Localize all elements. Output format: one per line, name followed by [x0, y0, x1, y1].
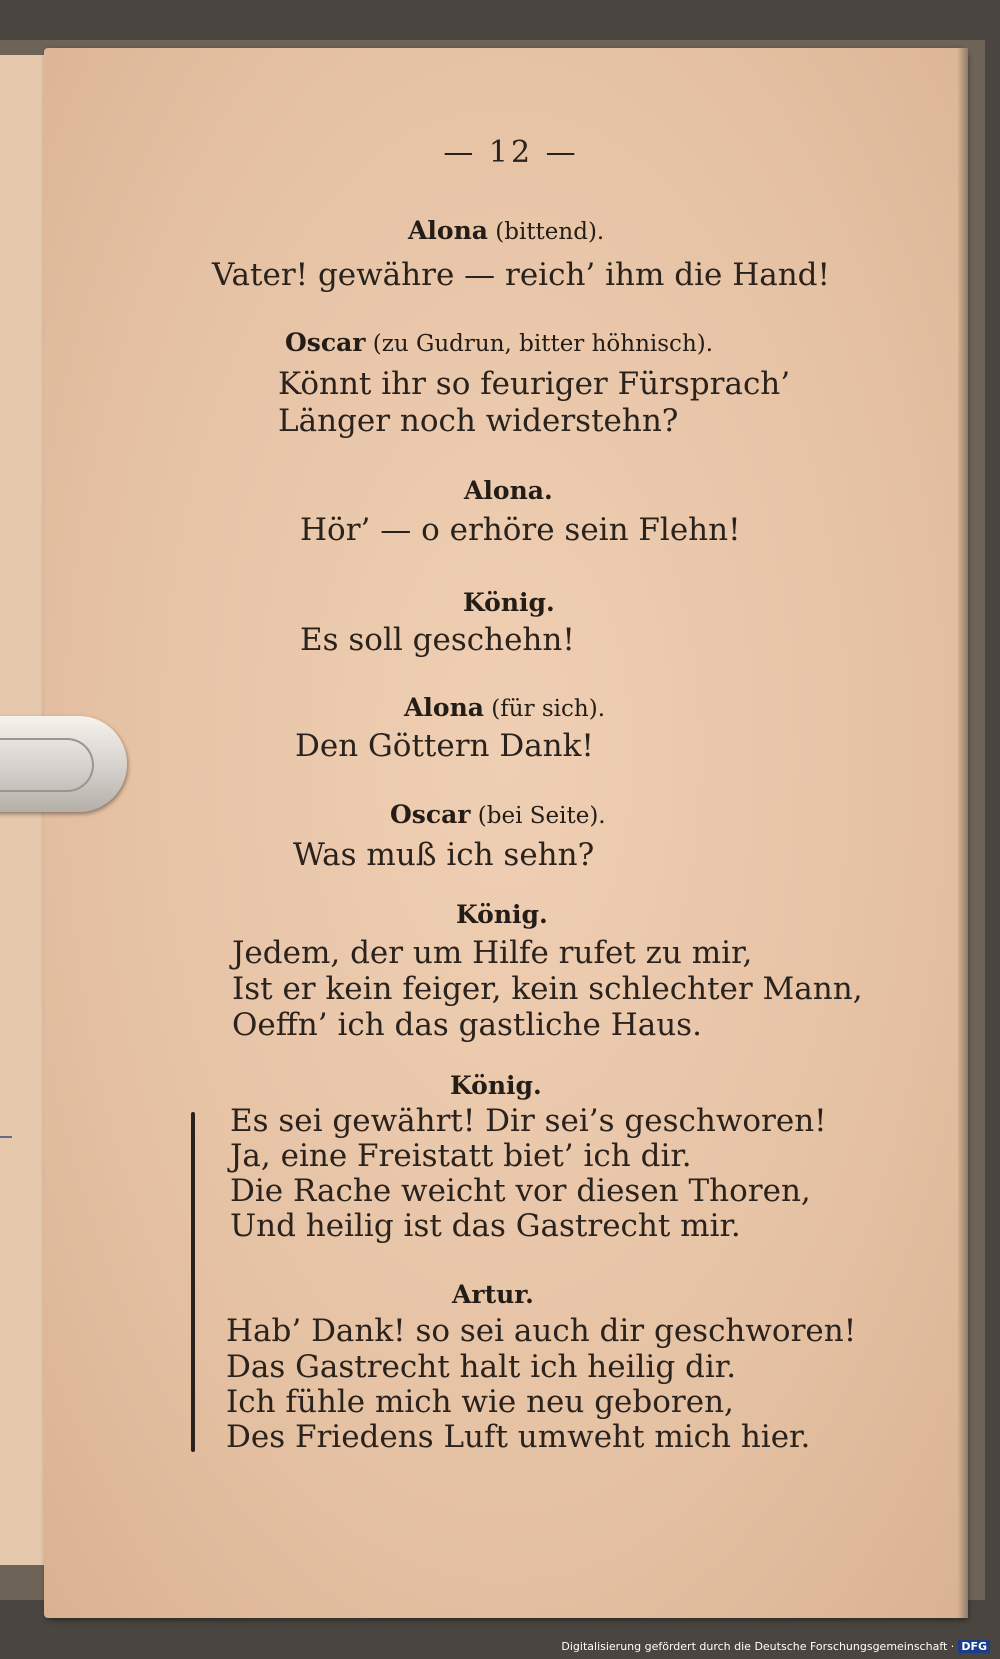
verse-line: Des Friedens Luft umweht mich hier. [226, 1419, 811, 1455]
speaker-heading [404, 693, 605, 722]
speaker-name: Oscar [390, 800, 471, 829]
speaker-name: König. [463, 588, 555, 617]
dfg-logo: DFG [958, 1640, 990, 1653]
verse-line: Könnt ihr so feuriger Fürsprach’ [278, 366, 791, 402]
verse-line: Hör’ — o erhöre sein Flehn! [300, 512, 741, 548]
page-number: — 12 — [443, 135, 579, 170]
verse-line: Was muß ich sehn? [293, 837, 595, 873]
verse-line: Jedem, der um Hilfe rufet zu mir, [232, 935, 753, 971]
speaker-name: Alona [404, 693, 484, 722]
digitization-footer [561, 1640, 990, 1653]
speaker-heading [464, 476, 553, 505]
speaker-heading [408, 216, 604, 245]
speaker-name: Alona [408, 216, 488, 245]
stage-direction: (bittend). [487, 219, 605, 245]
footer-text: Digitalisierung gefördert durch die Deutsche Forschungsgemeinschaft · [561, 1640, 955, 1653]
verse-line: Den Göttern Dank! [295, 728, 594, 764]
stage-direction: (bei Seite). [470, 803, 606, 829]
verse-line: Ich fühle mich wie neu geboren, [226, 1384, 734, 1420]
verse-line: Die Rache weicht vor diesen Thoren, [230, 1173, 811, 1209]
verse-line: Vater! gewähre — reich’ ihm die Hand! [212, 257, 830, 293]
margin-mark [0, 1136, 12, 1138]
page-clip [0, 716, 127, 812]
speaker-heading [463, 588, 555, 617]
speaker-name: König. [456, 900, 548, 929]
clip-loop [0, 738, 94, 792]
speaker-heading [450, 1071, 542, 1100]
stage-direction: (für sich). [483, 696, 606, 722]
speaker-heading [452, 1280, 534, 1309]
verse-line: Länger noch widerstehn? [278, 403, 679, 439]
verse-line: Das Gastrecht halt ich heilig dir. [226, 1349, 737, 1385]
speaker-heading [456, 900, 548, 929]
speaker-name: Alona. [464, 476, 553, 505]
speaker-heading [285, 328, 713, 357]
verse-line: Oeffn’ ich das gastliche Haus. [232, 1007, 702, 1043]
speaker-name: Oscar [285, 328, 366, 357]
verse-line: Es sei gewährt! Dir sei’s geschworen! [230, 1103, 827, 1139]
verse-line: Ist er kein feiger, kein schlechter Mann, [232, 971, 863, 1007]
verse-line: Hab’ Dank! so sei auch dir geschworen! [226, 1313, 857, 1349]
verse-line: Es soll geschehn! [300, 622, 575, 658]
speaker-name: Artur. [452, 1280, 534, 1309]
verse-line: Ja, eine Freistatt biet’ ich dir. [230, 1138, 692, 1174]
margin-bracket [191, 1112, 195, 1452]
speaker-heading [390, 800, 606, 829]
stage-direction: (zu Gudrun, bitter höhnisch). [365, 331, 714, 357]
speaker-name: König. [450, 1071, 542, 1100]
page-edge [958, 48, 968, 1618]
verse-line: Und heilig ist das Gastrecht mir. [230, 1208, 741, 1244]
